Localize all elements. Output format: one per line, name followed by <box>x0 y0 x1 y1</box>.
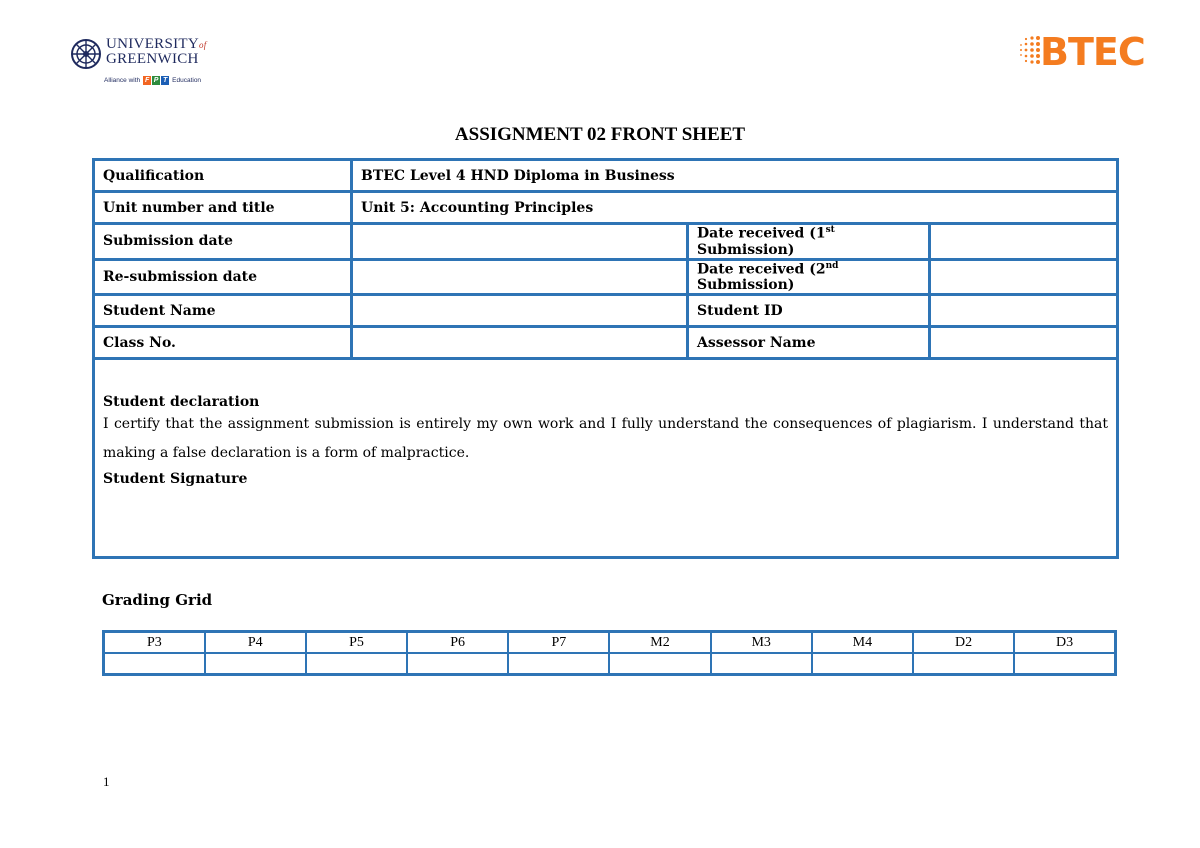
page-number: 1 <box>103 774 110 789</box>
student-name-field[interactable] <box>352 295 688 327</box>
declaration-heading: Student declaration <box>103 394 260 411</box>
resubmission-date-label: Re-submission date <box>94 259 352 295</box>
unit-row <box>94 192 1118 224</box>
student-name-label: Student Name <box>94 295 352 327</box>
grade-cell-m4[interactable] <box>812 653 913 675</box>
assessor-name-label: Assessor Name <box>688 327 930 359</box>
date-received-first-field[interactable] <box>930 224 1118 260</box>
grade-header-p3: P3 <box>104 632 205 654</box>
page-title: ASSIGNMENT 02 FRONT SHEET <box>454 124 746 145</box>
grade-header-p4: P4 <box>205 632 306 654</box>
grade-cell-p7[interactable] <box>508 653 609 675</box>
uog-wordmark-line2: GREENWICH <box>106 51 199 67</box>
class-row <box>94 327 1118 359</box>
student-row <box>94 295 1118 327</box>
class-no-label: Class No. <box>94 327 352 359</box>
grade-cell-p3[interactable] <box>104 653 205 675</box>
unit-value: Unit 5: Accounting Principles <box>352 192 1118 224</box>
grade-header-d3: D3 <box>1014 632 1115 654</box>
grading-value-row <box>104 653 1116 675</box>
submission-row <box>94 224 1118 260</box>
declaration-text: I certify that the assignment submission is entirely my own work and I fully understand the consequences of plagiarism. I understand that making a false declaration is a form of malpractice. <box>103 416 1109 462</box>
student-signature-label: Student Signature <box>103 471 248 488</box>
date-received-first-label: Date received (1st Submission) <box>688 224 930 260</box>
qualification-label: Qualification <box>94 160 352 192</box>
submission-date-label: Submission date <box>94 224 352 260</box>
grade-cell-m3[interactable] <box>711 653 812 675</box>
grade-cell-p6[interactable] <box>407 653 508 675</box>
grade-header-m2: M2 <box>609 632 710 654</box>
student-id-field[interactable] <box>930 295 1118 327</box>
grade-header-p5: P5 <box>306 632 407 654</box>
grade-header-p6: P6 <box>407 632 508 654</box>
unit-label: Unit number and title <box>94 192 352 224</box>
btec-wordmark: BTEC <box>1040 30 1145 74</box>
greenwich-crest-icon <box>70 38 102 70</box>
fpt-logo: F P T <box>145 77 168 84</box>
grade-cell-p5[interactable] <box>306 653 407 675</box>
grade-header-p7: P7 <box>508 632 609 654</box>
grade-header-d2: D2 <box>913 632 1014 654</box>
class-no-field[interactable] <box>352 327 688 359</box>
student-id-label: Student ID <box>688 295 930 327</box>
uog-wordmark-line1: UNIVERSITYof <box>106 36 207 52</box>
university-of-greenwich-logo <box>70 36 220 90</box>
grade-cell-d2[interactable] <box>913 653 1014 675</box>
grade-header-m4: M4 <box>812 632 913 654</box>
date-received-second-field[interactable] <box>930 259 1118 295</box>
grading-grid-label: Grading Grid <box>102 591 213 609</box>
uog-alliance-tagline: Alliance with F P T Education <box>104 77 202 84</box>
grading-header-row <box>104 632 1116 654</box>
qualification-row <box>94 160 1118 192</box>
resubmission-row <box>94 259 1118 295</box>
qualification-value: BTEC Level 4 HND Diploma in Business <box>352 160 1118 192</box>
grade-header-m3: M3 <box>711 632 812 654</box>
resubmission-date-field[interactable] <box>352 259 688 295</box>
grade-cell-d3[interactable] <box>1014 653 1115 675</box>
student-declaration-cell <box>94 359 1118 558</box>
grading-grid-table <box>102 630 1117 676</box>
btec-logo <box>1018 32 1150 74</box>
assessor-name-field[interactable] <box>930 327 1118 359</box>
grade-cell-p4[interactable] <box>205 653 306 675</box>
grade-cell-m2[interactable] <box>609 653 710 675</box>
front-sheet-table <box>92 158 1119 559</box>
date-received-second-label: Date received (2nd Submission) <box>688 259 930 295</box>
submission-date-field[interactable] <box>352 224 688 260</box>
declaration-row <box>94 359 1118 558</box>
